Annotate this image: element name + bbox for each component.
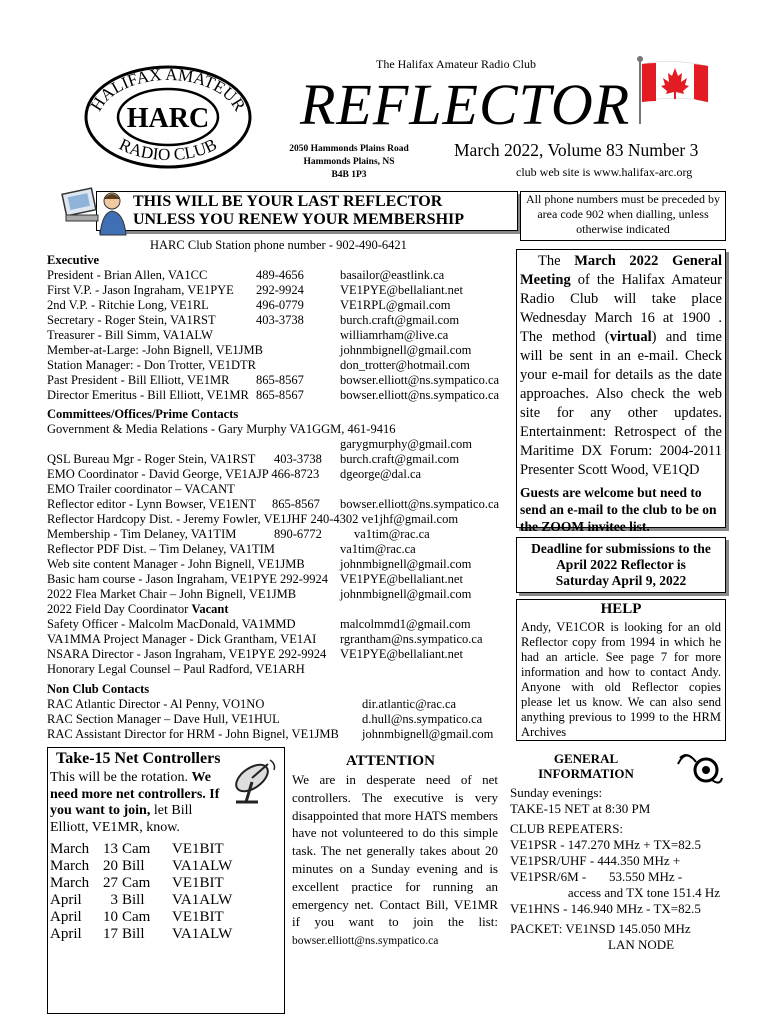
club-name: The Halifax Amateur Radio Club [376,57,536,71]
committee-qsl: QSL Bureau Mgr - Roger Stein, VA1RST [47,452,256,466]
satellite-dish-icon [226,756,282,806]
nonclub-role: RAC Atlantic Director - Al Penny, VO1NO [47,697,265,711]
committee-web: Web site content Manager - John Bignell, VE1JMB [47,557,305,571]
exec-phone: 865-8567 [256,373,304,387]
guests-note: Guests are welcome but need to send an e-mail to the club to be on the ZOOM invitee list. [520,485,717,534]
committee-safety: Safety Officer - Malcolm MacDonald, VA1MMD [47,617,296,631]
exec-role: Director Emeritus - Bill Elliott, VE1MR [47,388,249,402]
roster-row: April 3 Bill VA1ALW [50,892,233,908]
nonclub-role: RAC Section Manager – Dave Hull, VE1HUL [47,712,280,726]
committee-pdf: Reflector PDF Dist. – Tim Delaney, VA1TIM [47,542,275,556]
deadline-box: Deadline for submissions to the April 2022 Reflector is Saturday April 9, 2022 [516,537,726,593]
exec-role: President - Brian Allen, VA1CC [47,268,208,282]
committee-qsl-email[interactable]: burch.craft@gmail.com [340,452,460,466]
nonclub-heading: Non Club Contacts [47,682,150,696]
exec-role: Station Manager: - Don Trotter, VE1DTR [47,358,256,372]
logo-center-text: HARC [126,103,210,134]
roster-row: April 10 Cam VE1BIT [50,909,224,925]
nonclub-email[interactable]: dir.atlantic@rac.ca [362,697,457,711]
general-info-text: Sunday evenings: TAKE-15 NET at 8:30 PM CLUB REPEATERS: VE1PSR - 147.270 MHz + TX=82.5 VE1PSR/UHF - 444.350 MHz + VE1PSR/6M - 53.550 MHz - access and TX tone 151.4 Hz VE1HNS - 146.940 MHz - TX=82.5 PACKET: VE1NSD 145.050 MHz LAN NODE [510,785,720,952]
exec-email[interactable]: johnmbignell@gmail.com [340,343,472,357]
committee-hardcopy: Reflector Hardcopy Dist. - Jeremy Fowler, VE1JHF 240-4302 ve1jhf@gmail.com [47,512,459,526]
exec-phone: 865-8567 [256,388,304,402]
exec-email[interactable]: bowser.elliott@ns.sympatico.ca [340,373,500,387]
committee-membership: Membership - Tim Delaney, VA1TIM [47,527,237,541]
exec-email[interactable]: burch.craft@gmail.com [340,313,460,327]
computer-user-icon [60,185,132,237]
logo-bottom-text: RADIO CLUB [116,134,220,165]
exec-role: Secretary - Roger Stein, VA1RST [47,313,216,327]
website-line: club web site is www.halifax-arc.org [516,165,693,179]
exec-role: Past President - Bill Elliott, VE1MR [47,373,230,387]
committee-gov: Government & Media Relations - Gary Murphy VA1GGM, 461-9416 [47,422,396,436]
exec-email[interactable]: VE1PYE@bellaliant.net [340,283,463,297]
committee-fieldday: 2022 Field Day Coordinator Vacant [47,602,229,616]
roster-row: April 17 Bill VA1ALW [50,926,233,942]
committee-emo-email[interactable]: dgeorge@dal.ca [340,467,422,481]
take15-title: Take-15 Net Controllers [56,750,221,767]
attention-title: ATTENTION [346,753,435,769]
attention-email[interactable]: bowser.elliott@ns.sympatico.ca [292,935,439,948]
committee-ham-email[interactable]: VE1PYE@bellaliant.net [340,572,463,586]
committee-qsl-phone: 403-3738 [274,452,322,466]
exec-email[interactable]: basailor@eastlink.ca [340,268,445,282]
committee-va1mma-email[interactable]: rgrantham@ns.sympatico.ca [340,632,483,646]
committee-emo-trailer: EMO Trailer coordinator – VACANT [47,482,235,496]
committee-web-email[interactable]: johnmbignell@gmail.com [340,557,472,571]
committee-flea-email[interactable]: johnmbignell@gmail.com [340,587,472,601]
roster-row: March 13 Cam VE1BIT [50,841,224,857]
committee-emo: EMO Coordinator - David George, VE1AJP 466-8723 [47,467,320,481]
committee-flea: 2022 Flea Market Chair – John Bignell, VE1JMB [47,587,297,601]
committee-editor-email[interactable]: bowser.elliott@ns.sympatico.ca [340,497,500,511]
committee-gov-email[interactable]: garygmurphy@gmail.com [340,437,472,451]
issue-info: March 2022, Volume 83 Number 3 [454,140,699,160]
exec-email[interactable]: williamrham@live.ca [340,328,449,342]
exec-phone: 496-0779 [256,298,304,312]
exec-phone: 489-4656 [256,268,304,282]
help-text: Andy, VE1COR is looking for an old Reflector copy from 1994 in which he had an article. See page 7 for more information and how to contact Andy. Anyone with old Reflector copies please let us know. We can also send anything previous to 1999 to the HRM Archives [521,620,721,739]
roster-row: March 20 Bill VA1ALW [50,858,233,874]
harc-logo [82,62,254,172]
nonclub-email[interactable]: johnmbignell@gmail.com [362,727,494,741]
committee-nsara-email[interactable]: VE1PYE@bellaliant.net [340,647,463,661]
newsletter-title: REFLECTOR [300,72,631,137]
exec-phone: 403-3738 [256,313,304,327]
committee-editor: Reflector editor - Lynn Bowser, VE1ENT [47,497,256,511]
club-address: 2050 Hammonds Plains Road Hammonds Plains, NS B4B 1P3 [289,144,409,180]
exec-phone: 292-9924 [256,283,304,297]
committees-heading: Committees/Offices/Prime Contacts [47,407,239,421]
nonclub-email[interactable]: d.hull@ns.sympatico.ca [362,712,483,726]
committee-membership-phone: 890-6772 [274,527,322,541]
committee-legal: Honorary Legal Counsel – Paul Radford, VE1ARH [47,662,305,676]
exec-role: Member-at-Large: -John Bignell, VE1JMB [47,343,263,357]
phone-area-code-note: All phone numbers must be preceded by area code 902 when dialling, unless otherwise indicated [520,191,726,241]
exec-email[interactable]: don_trotter@hotmail.com [340,358,470,372]
help-box [516,599,726,741]
committee-editor-phone: 865-8567 [272,497,320,511]
exec-email[interactable]: bowser.elliott@ns.sympatico.ca [340,388,500,402]
exec-role: Treasurer - Bill Simm, VA1ALW [47,328,213,342]
canada-flag-icon [632,54,712,124]
committee-pdf-email[interactable]: va1tim@rac.ca [340,542,416,556]
exec-role: First V.P. - Jason Ingraham, VE1PYE [47,283,234,297]
renewal-banner: THIS WILL BE YOUR LAST REFLECTOR UNLESS YOU RENEW YOUR MEMBERSHIP [96,191,518,231]
committee-safety-email[interactable]: malcolmmd1@gmail.com [340,617,471,631]
take15-box [47,747,285,1014]
logo-top-text: HALIFAX AMATEUR [86,64,250,115]
attention-text: We are in desperate need of net controllers. The executive is very disappointed that more HATS members have not volunteered to do this simple task. The net generally takes about 20 minutes on a Sunday evening and is excellent practice for running an emergency net. Contact Bill, VE1MR if you want to join the list: bowser.elliott@ns.sympatico.ca [292,772,498,948]
executive-heading: Executive [47,253,100,267]
exec-email[interactable]: VE1RPL@gmail.com [340,298,451,312]
exec-role: 2nd V.P. - Ritchie Long, VE1RL [47,298,209,312]
general-meeting-box: The March 2022 General Meeting of the Halifax Amateur Radio Club will take place Wednesday March 16 at 1900 . The method (virtual) and time will be sent in an e-mail. Check your e-mail for details as the date approaches. Also check the web site for any other updates. Entertainment: Retrospect of the Maritime DX Forum: 2004-2011 Presenter Scott Wood, VE1QD Guests are welcome but need to send an e-mail to the club to be on the ZOOM invitee list. [516,249,726,528]
radio-waves-icon [676,750,724,788]
committee-nsara: NSARA Director - Jason Ingraham, VE1PYE 292-9924 [47,647,327,661]
committee-va1mma: VA1MMA Project Manager - Dick Grantham, VE1AI [47,632,317,646]
committee-ham-course: Basic ham course - Jason Ingraham, VE1PYE 292-9924 [47,572,328,586]
net-roster [50,841,232,943]
take15-text: This will be the rotation. We need more net controllers. If you want to join, let Bill Elliott, VE1MR, know. [50,770,220,835]
roster-row: March 27 Cam VE1BIT [50,875,224,891]
help-title: HELP [600,601,642,617]
general-info-title: GENERAL INFORMATION [538,751,634,781]
nonclub-role: RAC Assistant Director for HRM - John Bignel, VE1JMB [47,727,339,741]
station-phone: HARC Club Station phone number - 902-490-6421 [150,238,407,252]
committee-membership-email[interactable]: va1tim@rac.ca [354,527,430,541]
